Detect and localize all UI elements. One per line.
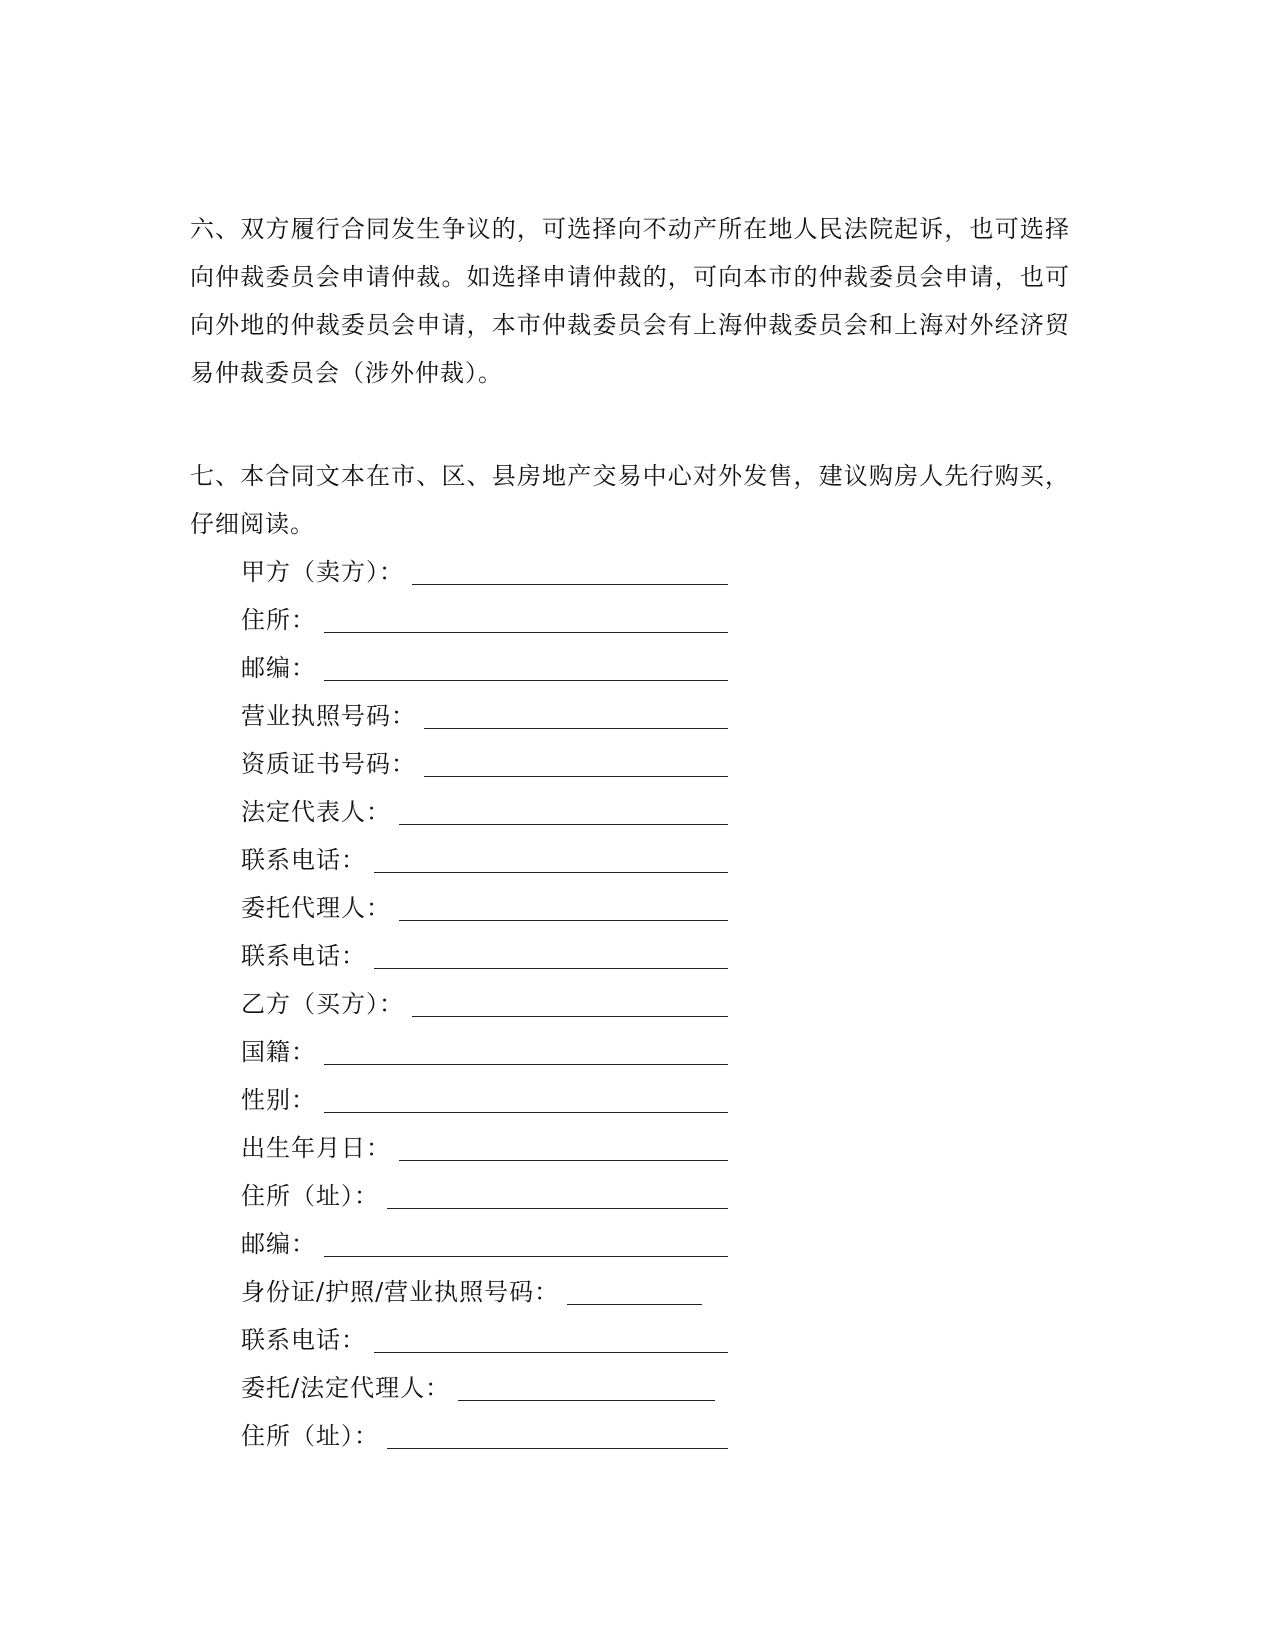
clause-seven: 七、本合同文本在市、区、县房地产交易中心对外发售，建议购房人先行购买，仔细阅读。 bbox=[190, 462, 1070, 538]
field-label: 住所： bbox=[241, 606, 316, 634]
field-label: 委托/法定代理人： bbox=[241, 1374, 451, 1402]
fill-in-line[interactable] bbox=[458, 1400, 715, 1401]
field-label: 出生年月日： bbox=[241, 1134, 391, 1162]
fill-in-line[interactable] bbox=[424, 776, 728, 777]
fill-in-line[interactable] bbox=[324, 680, 728, 681]
fill-in-line[interactable] bbox=[324, 632, 728, 633]
field-label: 资质证书号码： bbox=[241, 750, 416, 778]
fill-in-line[interactable] bbox=[324, 1256, 728, 1257]
field-label: 联系电话： bbox=[241, 1326, 366, 1354]
fill-in-line[interactable] bbox=[387, 1208, 728, 1209]
field-buyer-agent-address bbox=[241, 1412, 741, 1460]
field-seller-agent bbox=[241, 884, 741, 932]
fill-in-line[interactable] bbox=[374, 872, 728, 873]
fill-in-line[interactable] bbox=[399, 824, 728, 825]
field-id-number bbox=[241, 1268, 741, 1316]
field-label: 联系电话： bbox=[241, 942, 366, 970]
field-buyer-postcode bbox=[241, 1220, 741, 1268]
fill-in-line[interactable] bbox=[387, 1448, 728, 1449]
fill-in-line[interactable] bbox=[399, 920, 728, 921]
field-seller-postcode bbox=[241, 644, 741, 692]
field-seller-phone bbox=[241, 836, 741, 884]
field-buyer-phone bbox=[241, 1316, 741, 1364]
fill-in-line[interactable] bbox=[324, 1112, 728, 1113]
field-buyer-agent bbox=[241, 1364, 741, 1412]
field-business-license bbox=[241, 692, 741, 740]
field-label: 国籍： bbox=[241, 1038, 316, 1066]
field-label: 法定代表人： bbox=[241, 798, 391, 826]
signature-field-list bbox=[241, 548, 741, 1460]
field-label: 甲方（卖方）： bbox=[241, 558, 404, 586]
field-label: 营业执照号码： bbox=[241, 702, 416, 730]
fill-in-line[interactable] bbox=[412, 1016, 728, 1017]
fill-in-line[interactable] bbox=[399, 1160, 728, 1161]
field-label: 乙方（买方）： bbox=[241, 990, 404, 1018]
field-label: 住所（址）： bbox=[241, 1422, 379, 1450]
field-label: 性别： bbox=[241, 1086, 316, 1114]
fill-in-line[interactable] bbox=[412, 584, 728, 585]
field-date-of-birth bbox=[241, 1124, 741, 1172]
field-seller-address bbox=[241, 596, 741, 644]
clause-six: 六、双方履行合同发生争议的，可选择向不动产所在地人民法院起诉，也可选择向仲裁委员会申请仲裁。如选择申请仲裁的，可向本市的仲裁委员会申请，也可向外地的仲裁委员会申请，本市仲裁委员会有上海仲裁委员会和上海对外经济贸易仲裁委员会（涉外仲裁）。 bbox=[190, 215, 1070, 387]
field-nationality bbox=[241, 1028, 741, 1076]
field-buyer-address bbox=[241, 1172, 741, 1220]
field-seller bbox=[241, 548, 741, 596]
field-buyer bbox=[241, 980, 741, 1028]
field-gender bbox=[241, 1076, 741, 1124]
fill-in-line[interactable] bbox=[424, 728, 728, 729]
field-qualification-certificate bbox=[241, 740, 741, 788]
fill-in-line[interactable] bbox=[374, 1352, 728, 1353]
field-label: 委托代理人： bbox=[241, 894, 391, 922]
field-seller-agent-phone bbox=[241, 932, 741, 980]
field-label: 身份证/护照/营业执照号码： bbox=[241, 1278, 560, 1306]
field-label: 住所（址）： bbox=[241, 1182, 379, 1210]
fill-in-line[interactable] bbox=[324, 1064, 728, 1065]
field-label: 邮编： bbox=[241, 1230, 316, 1258]
fill-in-line[interactable] bbox=[567, 1304, 702, 1305]
field-legal-representative bbox=[241, 788, 741, 836]
fill-in-line[interactable] bbox=[374, 968, 728, 969]
field-label: 联系电话： bbox=[241, 846, 366, 874]
field-label: 邮编： bbox=[241, 654, 316, 682]
